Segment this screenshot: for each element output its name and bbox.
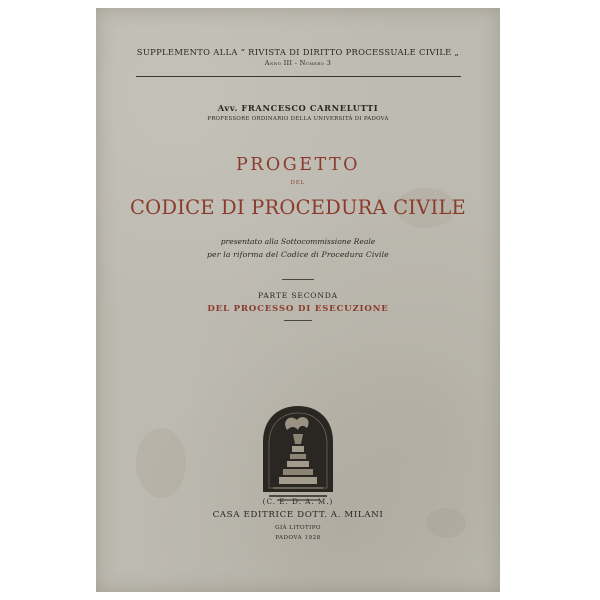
divider-rule: [282, 279, 314, 280]
divider-rule: [284, 320, 312, 321]
presentation-line-2: per la riforma del Codice di Procedura Civile: [207, 250, 389, 259]
title-codice: CODICE DI PROCEDURA CIVILE: [130, 196, 466, 219]
author-name: Avv. FRANCESCO CARNELUTTI: [217, 103, 379, 113]
part-label: PARTE SECONDA: [258, 291, 338, 300]
paper-stain: [136, 428, 186, 498]
title-progetto: PROGETTO: [235, 155, 361, 175]
publisher-emblem-icon: [259, 404, 337, 504]
publisher-previous-name: GIÀ LITOTIPO: [275, 525, 321, 531]
publisher-name: CASA EDITRICE DOTT. A. MILANI: [212, 510, 384, 520]
part-subtitle: DEL PROCESSO DI ESECUZIONE: [207, 304, 389, 314]
header-rule: [136, 76, 461, 77]
publication-place-year: PADOVA 1928: [275, 535, 321, 541]
issue-line: Anno III - Numero 3: [264, 60, 332, 67]
title-connector: DEL: [290, 180, 306, 186]
presentation-line-1: presentato alla Sottocommissione Reale: [220, 237, 376, 246]
supplement-line: SUPPLEMENTO ALLA “ RIVISTA DI DIRITTO PROCESSUALE CIVILE „: [136, 47, 460, 57]
publisher-abbreviation: (C. E. D. A. M.): [262, 497, 334, 506]
author-position: PROFESSORE ORDINARIO DELLA UNIVERSITÀ DI PADOVA: [207, 116, 389, 122]
book-cover: [96, 8, 500, 592]
